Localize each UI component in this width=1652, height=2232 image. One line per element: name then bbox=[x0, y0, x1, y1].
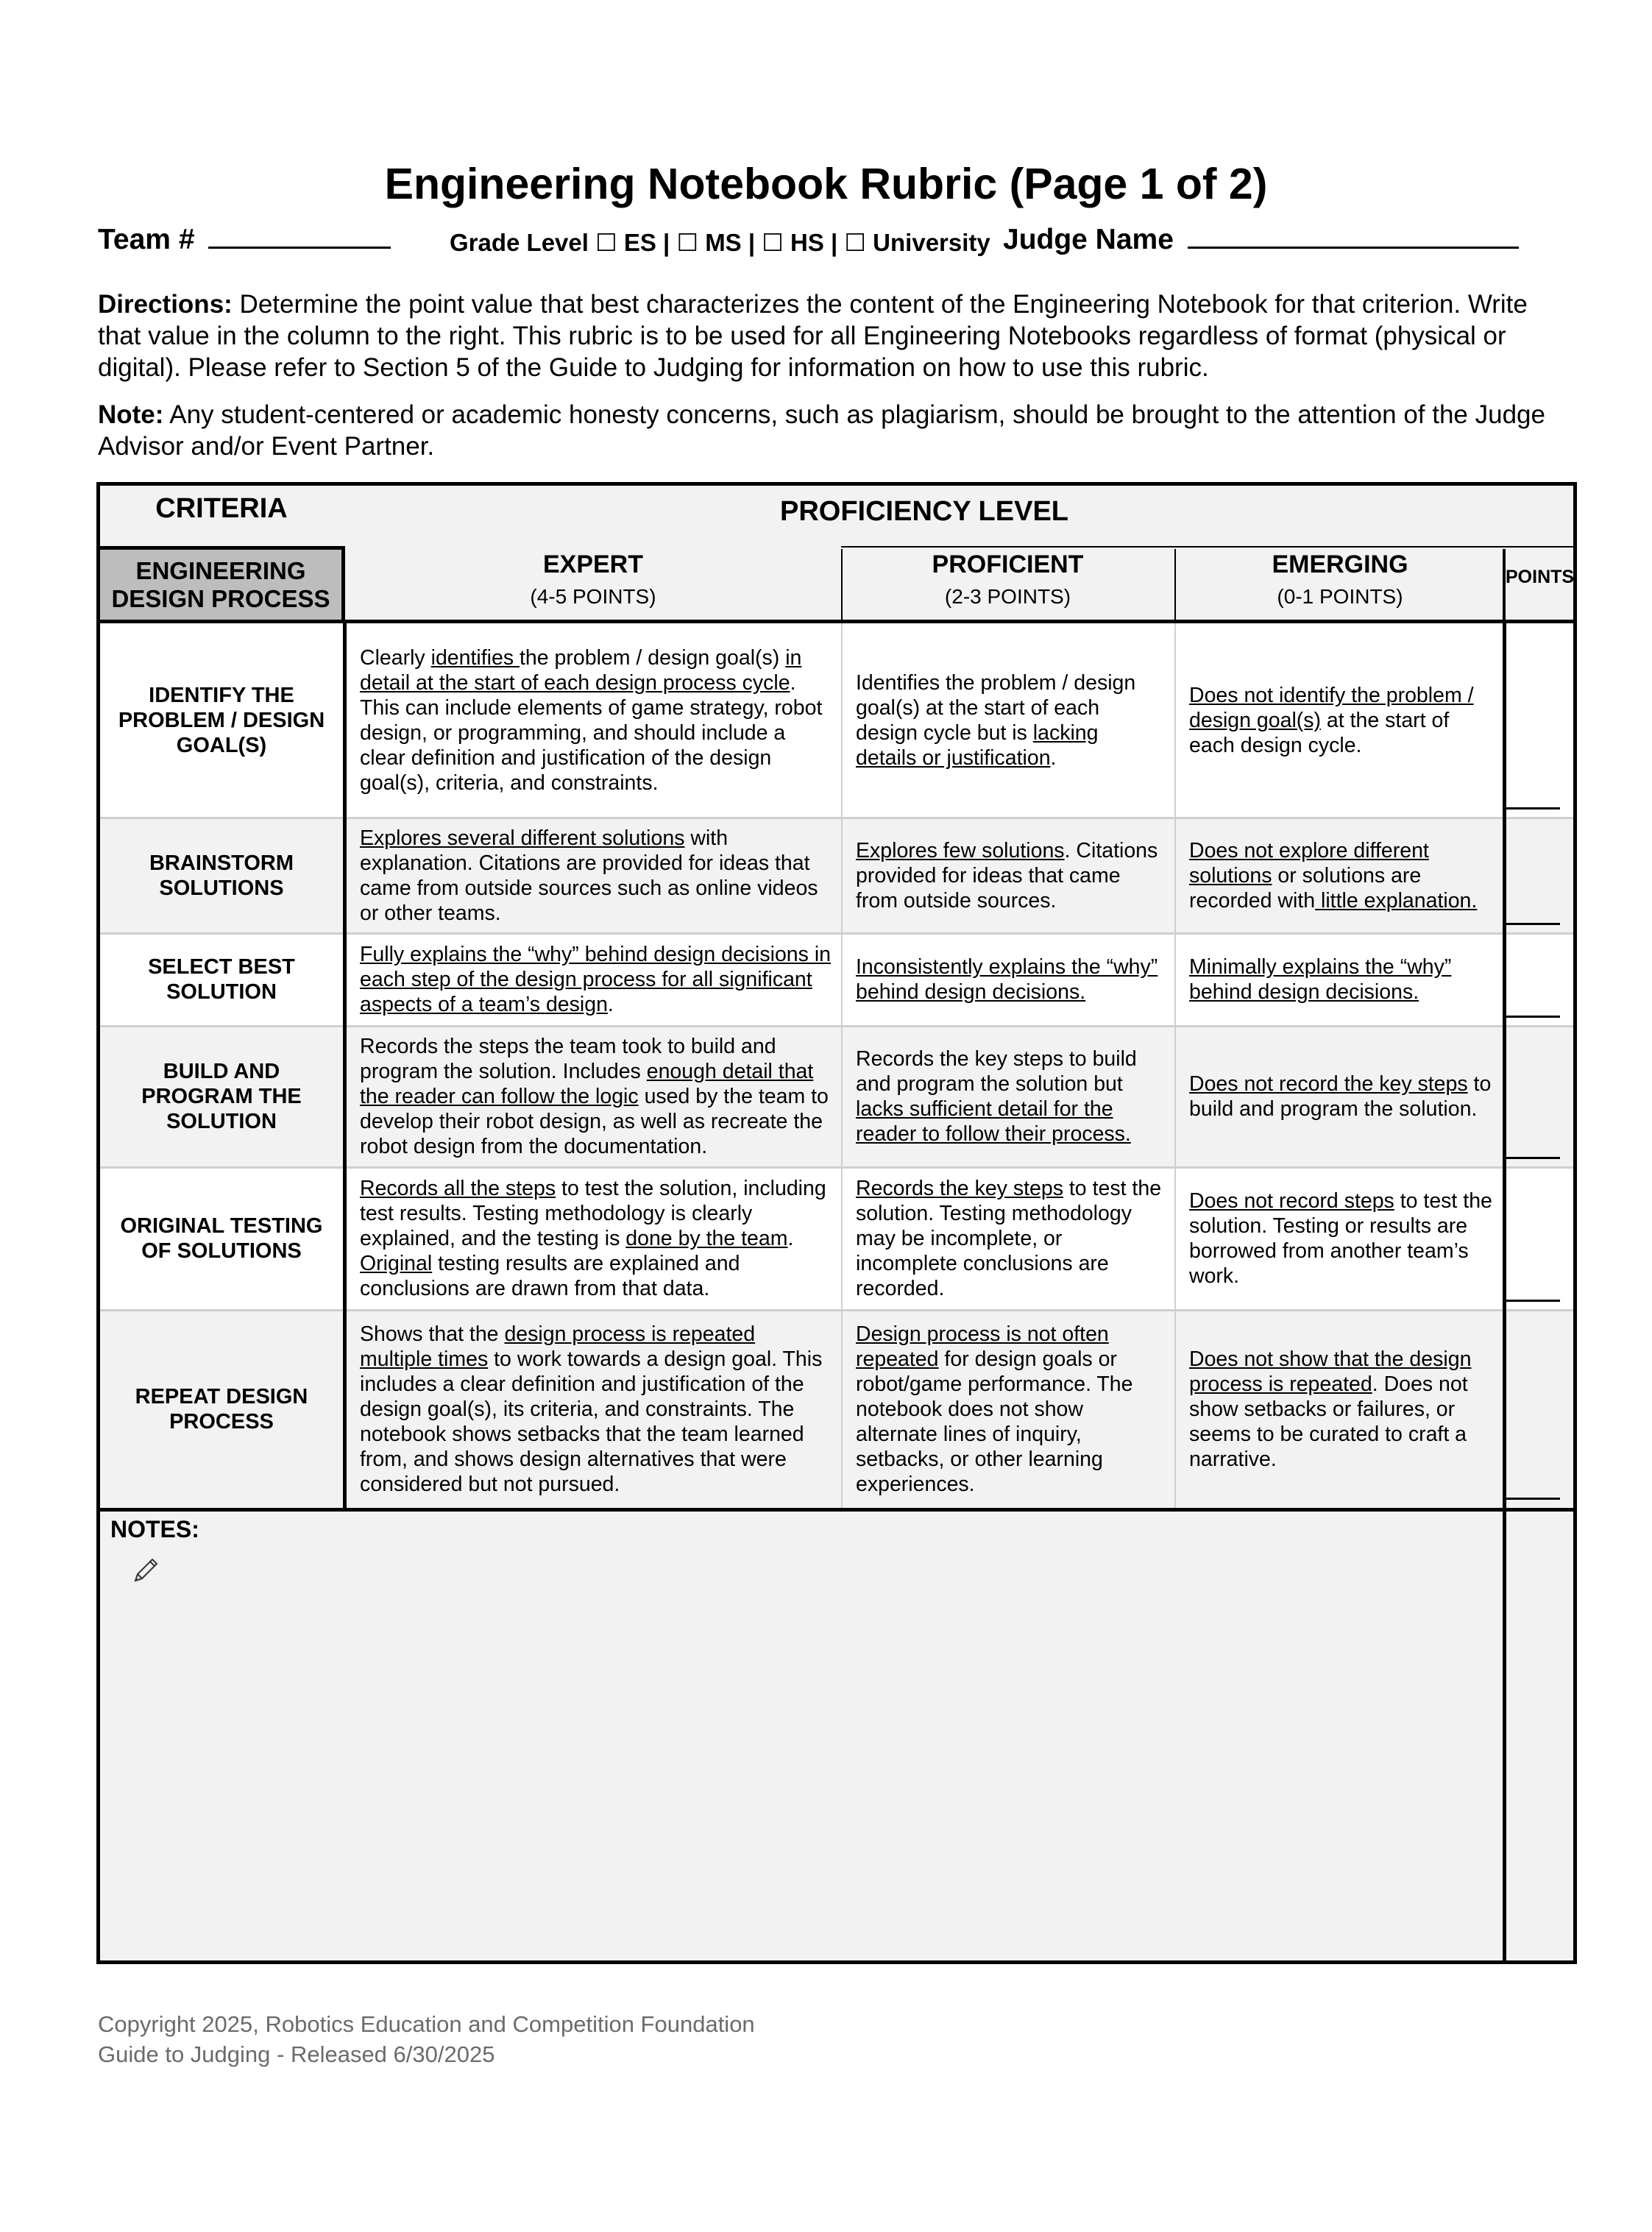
directions-paragraph bbox=[98, 288, 1570, 383]
row-divider bbox=[100, 1025, 1573, 1027]
expert-description: Explores several different solutions with explanation. Citations are provided for ideas that came from outside sources such as online videos or other teams. bbox=[360, 826, 818, 925]
proficient-description: Records the key steps to test the solution. Testing methodology may be incomplete, or incomplete conclusions are recorded. bbox=[856, 1177, 1162, 1300]
row-divider bbox=[100, 1166, 1573, 1169]
points-entry-blank[interactable] bbox=[1504, 807, 1560, 809]
proficient-description: Design process is not often repeated for design goals or robot/game performance. The notebook does not show alternate lines of inquiry, setbacks, or other learning experiences. bbox=[856, 1322, 1133, 1496]
notes-label: NOTES: bbox=[110, 1516, 199, 1542]
engineering-design-process-label: ENGINEERING DESIGN PROCESS bbox=[100, 546, 345, 620]
proficient-description: Inconsistently explains the “why” behind design decisions. bbox=[856, 955, 1158, 1004]
row-divider bbox=[100, 817, 1573, 819]
level-expert-header bbox=[345, 550, 841, 609]
criteria-header: CRITERIA bbox=[155, 493, 288, 524]
level-name: EXPERT bbox=[542, 550, 644, 578]
level-emerging-header bbox=[1174, 550, 1506, 609]
copyright-text: Copyright 2025, Robotics Education and Competition Foundation bbox=[98, 2011, 755, 2037]
directions-label: Directions: bbox=[98, 290, 233, 319]
proficient-description: Identifies the problem / design goal(s) at the start of each design cycle but is lacking details or justification. bbox=[856, 671, 1136, 770]
footer bbox=[98, 2009, 755, 2069]
emerging-description: Minimally explains the “why” behind design decisions. bbox=[1189, 955, 1452, 1004]
level-range: (4-5 POINTS) bbox=[530, 585, 656, 608]
note-text: Any student-centered or academic honesty concerns, such as plagiarism, should be brought to the attention of the Judge Advisor and/or Event Partner. bbox=[98, 400, 1545, 461]
points-entry-blank[interactable] bbox=[1504, 1300, 1560, 1302]
row-divider bbox=[100, 932, 1573, 935]
level-name: PROFICIENT bbox=[932, 550, 1084, 578]
expert-description: Clearly identifies the problem / design goal(s) in detail at the start of each design process cycle. This can include elements of game strategy, robot design, or programming, and should include a clear definition and justification of the design goal(s), criteria, and constraints. bbox=[360, 646, 823, 795]
release-text: Guide to Judging - Released 6/30/2025 bbox=[98, 2041, 495, 2067]
level-name: EMERGING bbox=[1272, 550, 1408, 578]
emerging-description: Does not record the key steps to build and program the solution. bbox=[1189, 1072, 1492, 1121]
team-info-line bbox=[98, 224, 1555, 261]
emerging-description: Does not record steps to test the solution. Testing or results are borrowed from another team’s work. bbox=[1189, 1189, 1492, 1288]
rubric-table bbox=[96, 482, 1577, 1964]
proficient-description: Explores few solutions. Citations provided for ideas that came from outside sources. bbox=[856, 838, 1158, 913]
expert-description: Fully explains the “why” behind design decisions in each step of the design process for all significant aspects of a team’s design. bbox=[360, 943, 832, 1016]
criterion-label: REPEAT DESIGN PROCESS bbox=[135, 1384, 308, 1434]
team-number-field[interactable] bbox=[98, 224, 391, 256]
points-entry-blank[interactable] bbox=[1504, 923, 1560, 925]
team-number-label: Team # bbox=[98, 224, 195, 255]
points-entry-blank[interactable] bbox=[1504, 1157, 1560, 1159]
criterion-label: SELECT BEST SOLUTION bbox=[148, 955, 295, 1004]
points-entry-blank[interactable] bbox=[1504, 1016, 1560, 1018]
grade-level-options[interactable]: Grade Level ☐ ES | ☐ MS | ☐ HS | ☐ University bbox=[450, 229, 990, 256]
note-paragraph bbox=[98, 399, 1570, 462]
proficiency-header: PROFICIENCY LEVEL bbox=[779, 496, 1069, 527]
page-title: Engineering Notebook Rubric (Page 1 of 2) bbox=[384, 160, 1268, 208]
judge-name-field[interactable] bbox=[1003, 224, 1519, 256]
team-number-blank[interactable] bbox=[208, 224, 391, 249]
points-header: POINTS bbox=[1506, 567, 1575, 587]
expert-description: Shows that the design process is repeated multiple times to work towards a design goal. This includes a clear definition and justification of the design goal(s), its criteria, and constraints. The notebook shows setbacks that the team learned from, and shows design alternatives that were considered but not pursued. bbox=[360, 1322, 823, 1496]
criterion-label: ORIGINAL TESTING OF SOLUTIONS bbox=[120, 1214, 323, 1263]
emerging-description: Does not show that the design process is repeated. Does not show setbacks or failures, or seems to be curated to craft a narrative. bbox=[1189, 1347, 1472, 1471]
proficient-description: Records the key steps to build and program the solution but lacks sufficient detail for the reader to follow their process. bbox=[856, 1047, 1137, 1146]
level-proficient-header bbox=[841, 550, 1174, 609]
notes-points-area bbox=[1506, 1512, 1573, 1960]
level-range: (2-3 POINTS) bbox=[944, 585, 1071, 608]
expert-description: Records all the steps to test the solution, including test results. Testing methodology is clearly explained, and the testing is done by the team. Original testing results are explained and conclusions are drawn from that data. bbox=[360, 1177, 826, 1300]
notes-area[interactable] bbox=[100, 1512, 1503, 1960]
expert-description: Records the steps the team took to build and program the solution. Includes enough detail that the reader can follow the logic used by the team to develop their robot design, as well as recreate the robot design from the documentation. bbox=[360, 1035, 829, 1158]
emerging-description: Does not identify the problem / design goal(s) at the start of each design cycle. bbox=[1189, 684, 1474, 757]
criterion-label: BUILD AND PROGRAM THE SOLUTION bbox=[141, 1060, 302, 1133]
criterion-label: IDENTIFY THE PROBLEM / DESIGN GOAL(S) bbox=[118, 684, 325, 757]
directions-text: Determine the point value that best characterizes the content of the Engineering Notebook for that criterion. Write that value in the column to the right. This rubric is to be used for all Engineering Notebooks regardless of format (physical or digital). Please refer to Section 5 of the Guide to Judging for information on how to use this rubric. bbox=[98, 290, 1528, 382]
judge-name-blank[interactable] bbox=[1188, 224, 1519, 249]
criterion-label: BRAINSTORM SOLUTIONS bbox=[149, 851, 294, 900]
note-label: Note: bbox=[98, 400, 164, 429]
level-range: (0-1 POINTS) bbox=[1277, 585, 1403, 608]
row-divider bbox=[100, 1309, 1573, 1311]
emerging-description: Does not explore different solutions or solutions are recorded with little explanation. bbox=[1189, 838, 1478, 913]
judge-name-label: Judge Name bbox=[1003, 224, 1174, 255]
points-entry-blank[interactable] bbox=[1504, 1498, 1560, 1500]
